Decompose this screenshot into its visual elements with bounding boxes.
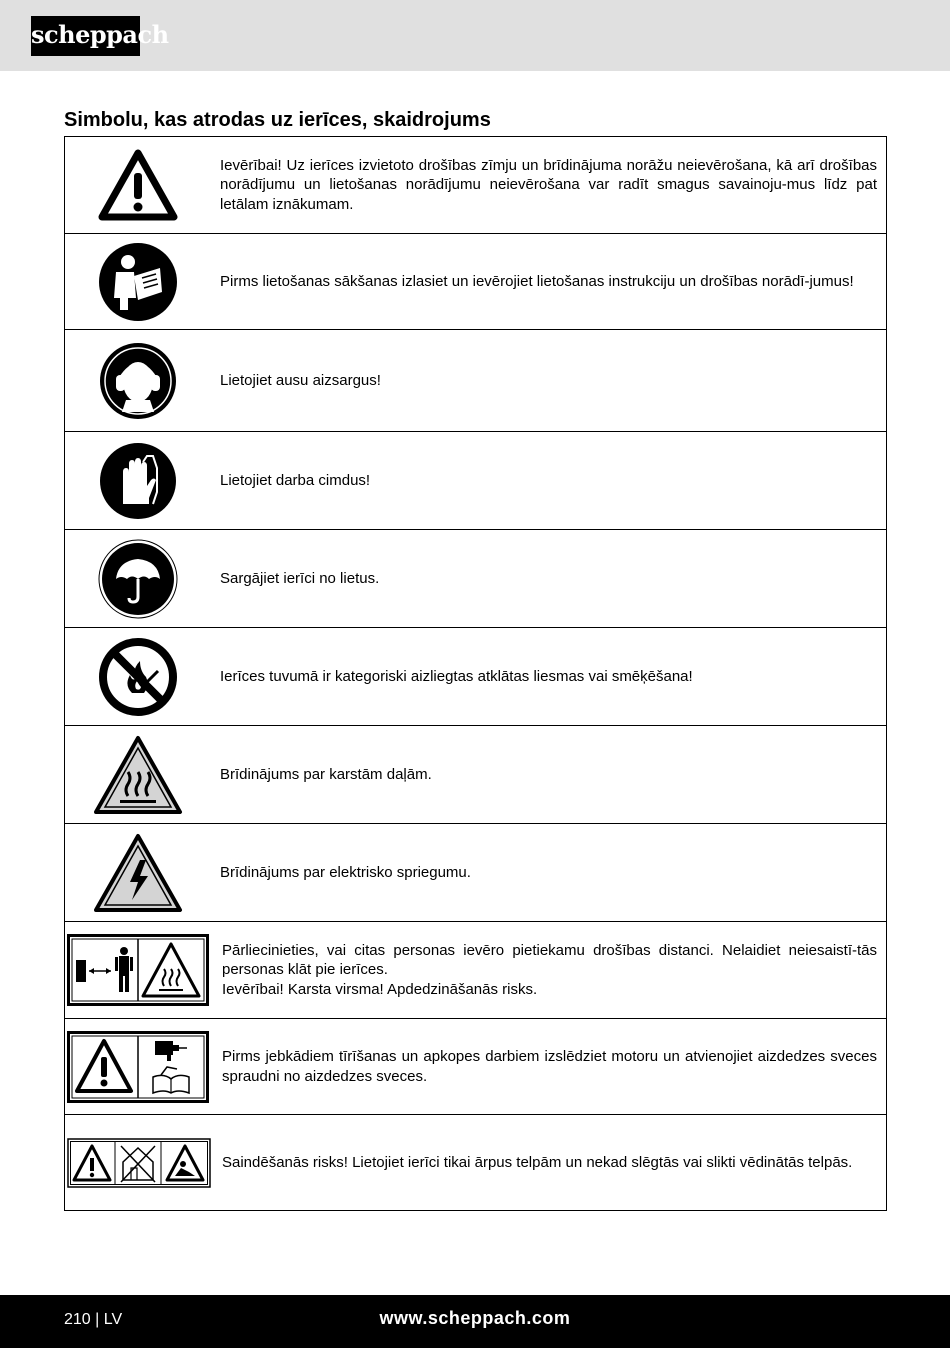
table-row [65,823,886,921]
row-description: Brīdinājums par karstām daļām. [220,765,432,783]
poisoning-risk-icon [67,1138,211,1188]
umbrella-icon [98,539,178,619]
table-row [65,529,886,627]
ear-protection-icon [99,342,177,420]
row-description: Pirms jebkādiem tīrīšanas un apkopes darbiem izslēdziet motoru un atvienojiet aizdedzes sveces spraudni no aizdedzes sveces. [222,1048,877,1085]
table-row [65,1018,886,1114]
row-description: Ierīces tuvumā ir kategoriski aizliegtas atklātas liesmas vai smēķēšana! [220,667,693,685]
symbols-table [64,136,887,1211]
table-row [65,431,886,529]
page-title: Simbolu, kas atrodas uz ierīces, skaidrojums [64,109,491,131]
read-manual-icon [98,242,178,322]
page-number: 210 | LV [64,1311,123,1328]
table-row [65,137,886,233]
brand-logo: scheppach [31,16,140,56]
website-url: www.scheppach.com [379,1308,571,1328]
page-footer [0,1295,950,1348]
row-description: Saindēšanās risks! Lietojiet ierīci tikai ārpus telpām un nekad slēgtās vai slikti vēdinātās telpās. [222,1153,853,1171]
row-description: Lietojiet ausu aizsargus! [220,371,381,389]
disconnect-spark-plug-icon [67,1031,209,1103]
row-description: Brīdinājums par elektrisko spriegumu. [220,863,471,881]
table-row [65,725,886,823]
table-row [65,233,886,329]
warning-triangle-icon [98,149,178,221]
no-flame-icon [98,637,178,717]
electric-voltage-icon [92,832,184,914]
safety-distance-hot-icon [67,934,209,1006]
row-description: Ievērībai! Uz ierīces izvietoto drošības zīmju un brīdinājuma norāžu neievērošana, kā arī drošības norādījumu un lietošanas norādījumu neievērošana var radīt smagus savainoju-mus līdz pat letālam iznākumam. [220,156,877,213]
table-row [65,921,886,1018]
row-description: Pirms lietošanas sākšanas izlasiet un ievērojiet lietošanas instrukciju un drošības norādī-jumus! [220,272,854,290]
gloves-icon [99,442,177,520]
row-description: Lietojiet darba cimdus! [220,471,371,489]
page-header [0,0,950,71]
row-description: Pārliecinieties, vai citas personas ievēro pietiekamu drošības distanci. Nelaidiet neiesaistī-tās personas klāt pie ierīces. Ievērībai! Karsta virsma! Apdedzināšanās risks. [222,941,877,998]
row-description: Sargājiet ierīci no lietus. [220,569,380,587]
table-row [65,1114,886,1210]
table-row [65,329,886,431]
hot-surface-icon [92,734,184,816]
table-row [65,627,886,725]
